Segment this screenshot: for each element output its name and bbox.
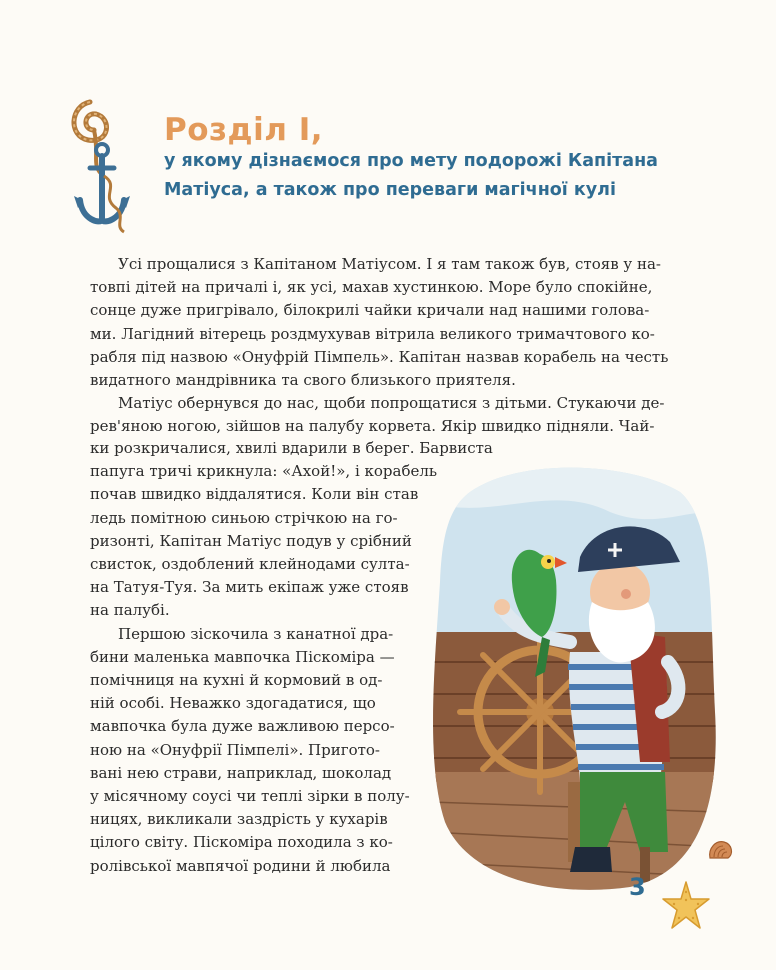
text-line: рабля під назвою «Онуфрій Пімпель». Капітан назвав корабель на честь	[90, 347, 669, 366]
paragraph	[90, 253, 690, 392]
captain-illustration	[430, 462, 720, 892]
text-line: сонце дуже пригрівало, білокрилі чайки кричали над нашими голова-	[90, 301, 650, 320]
text-line: почав швидко віддалятися. Коли він став	[90, 485, 419, 504]
chapter-subtitle	[164, 147, 658, 205]
shell-icon	[706, 838, 736, 862]
text-line: ницях, викликали заздрість у кухарів	[90, 810, 388, 829]
text-line: ризонті, Капітан Матіус подув у срібний	[90, 531, 412, 550]
text-line: ній особі. Неважко здогадатися, що	[90, 694, 376, 713]
text-line: мавпочка була дуже важливою персо-	[90, 717, 395, 736]
text-line: вані нею страви, наприклад, шоколад	[90, 763, 392, 782]
page-number: 3	[629, 873, 646, 901]
text-line: у місячному соусі чи теплі зірки в полу-	[90, 787, 410, 806]
starfish-icon	[660, 880, 712, 932]
text-line: видатного мандрівника та свого близького приятеля.	[90, 371, 516, 390]
text-line: рев'яною ногою, зійшов на палубу корвета. Якір швидко підняли. Чай-	[90, 417, 655, 436]
body-text-full	[90, 253, 690, 439]
text-line: помічниця на кухні й кормовий в од-	[90, 671, 383, 690]
text-line: ролівської мавпячої родини й любила	[90, 856, 391, 875]
text-line: ною на «Онуфрії Пімпелі». Пригото-	[90, 740, 380, 759]
text-line: ми. Лагідний вітерець роздмухував вітрила великого тримачтового ко-	[90, 324, 655, 343]
text-line: бини маленька мавпочка Піскоміра —	[90, 647, 395, 666]
text-line: Усі прощалися з Капітаном Матіусом. І я там також був, стояв у на-	[118, 255, 662, 273]
text-line: ки розкричалися, хвилі вдарили в берег. Барвиста	[90, 439, 493, 457]
chapter-subtitle-line: Матіуса, а також про переваги магічної кулі	[164, 180, 617, 200]
text-line: папуга тричі крикнула: «Ахой!», і корабель	[90, 462, 438, 481]
text-line: на Татуя-Туя. За мить екіпаж уже стояв	[90, 578, 409, 597]
text-line: цілого світу. Піскоміра походила з ко-	[90, 833, 393, 852]
body-text-wrapped	[90, 437, 493, 878]
text-line: на палубі.	[90, 601, 170, 620]
text-line: свисток, оздоблений клейнодами султа-	[90, 555, 410, 574]
text-line: товпі дітей на причалі і, як усі, махав хустинкою. Море було спокійне,	[90, 278, 653, 297]
chapter-title: Розділ І,	[164, 112, 324, 148]
text-line: Першою зіскочила з канатної дра-	[118, 624, 394, 643]
text-line: ледь помітною синьою стрічкою на го-	[90, 508, 398, 527]
paragraph	[90, 392, 690, 438]
text-line: Матіус обернувся до нас, щоби попрощатися з дітьми. Стукаючи де-	[118, 394, 665, 413]
chapter-subtitle-line: у якому дізнаємося про мету подорожі Капітана	[164, 151, 658, 171]
anchor-rope-icon	[60, 96, 140, 236]
